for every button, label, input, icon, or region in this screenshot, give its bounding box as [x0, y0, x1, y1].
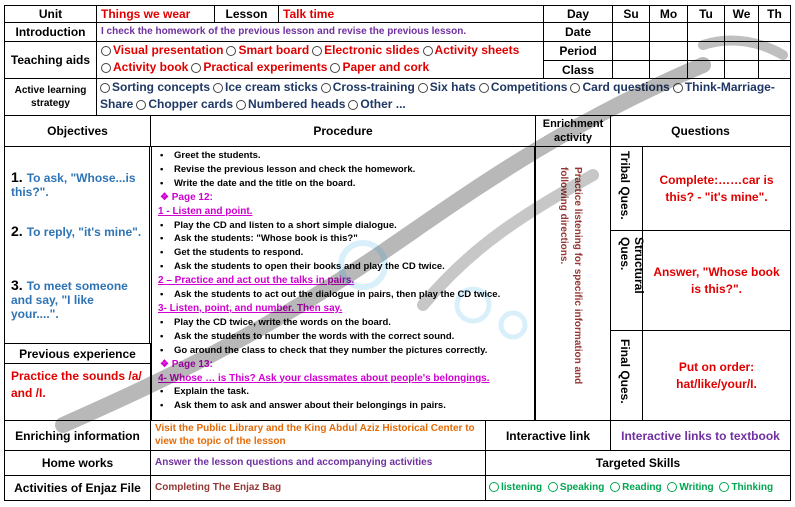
- radio-icon[interactable]: [321, 83, 331, 93]
- objectives-list: [4, 146, 150, 344]
- aid-option: Practical experiments: [203, 60, 328, 74]
- step-title: 3- Listen, point, and number. Then say.: [158, 302, 343, 314]
- radio-icon[interactable]: [423, 46, 433, 56]
- step-title: 1 - Listen and point.: [158, 205, 253, 217]
- class-mo: [649, 60, 688, 79]
- procedure-header: Procedure: [150, 115, 536, 147]
- step-item: • Ask the students: "Whose book is this?": [158, 232, 530, 246]
- step-item: • Play the CD twice, write the words on the board.: [158, 316, 530, 330]
- day-we: We: [724, 5, 759, 23]
- aid-option: Smart board: [238, 43, 310, 57]
- aid-option: Activity book: [113, 60, 189, 74]
- step-item: • Ask the students to act out the dialogue in pairs, then play the CD twice.: [158, 288, 530, 302]
- strategy-option: Card questions: [582, 80, 670, 94]
- previous-experience-label: Previous experience: [4, 343, 151, 364]
- strategy-option: Six hats: [429, 80, 476, 94]
- step-title: 4- Whose … is This? Ask your classmates about people's belongings.: [158, 372, 490, 384]
- objective-item: [11, 277, 143, 321]
- aid-option: Paper and cork: [342, 60, 430, 74]
- final-ques-cell: [610, 330, 643, 421]
- strategy-label: Active learning strategy: [4, 78, 97, 116]
- radio-icon[interactable]: [667, 482, 677, 492]
- radio-icon[interactable]: [719, 482, 729, 492]
- objective-item: [11, 223, 143, 239]
- strategy-options: [96, 78, 791, 116]
- step-item: • Ask them to ask and answer about their belongings in pairs.: [158, 399, 530, 413]
- date-we: [724, 22, 759, 42]
- day-su: Su: [612, 5, 650, 23]
- lesson-value: Talk time: [278, 5, 544, 23]
- home-works-text: Answer the lesson questions and accompanying activities: [150, 450, 486, 476]
- skill-option: listening: [501, 482, 543, 493]
- radio-icon[interactable]: [312, 46, 322, 56]
- step-item: • Greet the students.: [158, 149, 530, 163]
- radio-icon[interactable]: [191, 63, 201, 73]
- skill-option: Reading: [622, 482, 662, 493]
- strategy-option: Chopper cards: [148, 97, 234, 111]
- radio-icon[interactable]: [100, 83, 110, 93]
- date-su: [612, 22, 650, 42]
- unit-value: Things we wear: [96, 5, 215, 23]
- radio-icon[interactable]: [548, 482, 558, 492]
- enriching-information-text: Visit the Public Library and the King Abdul Aziz Historical Center to view the topic of the lesson: [150, 420, 486, 451]
- radio-icon[interactable]: [348, 100, 358, 110]
- questions-header: Questions: [610, 115, 791, 147]
- interactive-link-label: Interactive link: [485, 420, 611, 451]
- objective-number: 1.: [11, 169, 23, 185]
- radio-icon[interactable]: [610, 482, 620, 492]
- radio-icon[interactable]: [489, 482, 499, 492]
- final-ques-text: Put on order: hat/like/your/I.: [642, 330, 791, 421]
- step-item: • Explain the task.: [158, 385, 530, 399]
- tribal-ques-label: Tribal Ques.: [618, 151, 632, 220]
- enrichment-header: Enrichment activity: [535, 115, 611, 147]
- interactive-link-text[interactable]: Interactive links to textbook: [610, 420, 791, 451]
- strategy-option: Sorting concepts: [112, 80, 211, 94]
- lesson-label: Lesson: [214, 5, 279, 23]
- step-item: • Play the CD and listen to a short simple dialogue.: [158, 219, 530, 233]
- day-tu: Tu: [687, 5, 725, 23]
- day-mo: Mo: [649, 5, 688, 23]
- class-su: [612, 60, 650, 79]
- objective-number: 3.: [11, 277, 23, 293]
- page-label: Page 13:: [171, 358, 213, 370]
- objective-number: 2.: [11, 223, 23, 239]
- step-title: 2 – Practice and act out the talks in pairs.: [158, 275, 355, 287]
- strategy-option: Share: [100, 97, 134, 111]
- unit-label: Unit: [4, 5, 97, 23]
- class-tu: [687, 60, 725, 79]
- tribal-ques-cell: [610, 146, 643, 231]
- radio-icon[interactable]: [330, 63, 340, 73]
- teaching-aids-label: Teaching aids: [4, 41, 97, 79]
- period-mo: [649, 41, 688, 61]
- strategy-option: Other ...: [360, 97, 406, 111]
- class-label: Class: [543, 60, 613, 79]
- page-heading: [158, 191, 530, 205]
- period-su: [612, 41, 650, 61]
- skill-option: Writing: [679, 482, 714, 493]
- page-heading: [158, 358, 530, 372]
- skill-option: Speaking: [559, 482, 605, 493]
- radio-icon[interactable]: [101, 46, 111, 56]
- step-item: • Ask the students to open their books and play the CD twice.: [158, 260, 530, 274]
- objectives-header: Objectives: [4, 115, 151, 147]
- class-th: [758, 60, 791, 79]
- day-label: Day: [543, 5, 613, 23]
- procedure-content: [151, 146, 535, 421]
- day-th: Th: [758, 5, 791, 23]
- step-item: • Go around the class to check that they number the pictures correctly.: [158, 344, 530, 358]
- structural-ques-text: Answer, "Whose book is this?".: [642, 230, 791, 331]
- lesson-plan: [3, 5, 790, 501]
- strategy-option: Cross-training: [332, 80, 415, 94]
- radio-icon[interactable]: [673, 83, 683, 93]
- strategy-option: Competitions: [490, 80, 568, 94]
- enriching-information-label: Enriching information: [4, 420, 151, 451]
- page-label: Page 12:: [171, 191, 213, 203]
- final-ques-label: Final Ques.: [618, 339, 632, 404]
- previous-experience-text: Practice the sounds /a/ and /I.: [4, 363, 151, 421]
- enjaz-text: Completing The Enjaz Bag: [150, 475, 486, 501]
- targeted-skills-label: Targeted Skills: [485, 450, 791, 476]
- radio-icon[interactable]: [570, 83, 580, 93]
- skill-option: Thinking: [731, 482, 774, 493]
- strategy-option: Numbered heads: [248, 97, 346, 111]
- enrichment-text: Practice listening for specific information and following directions.: [558, 167, 583, 385]
- step-item: • Write the date and the title on the board.: [158, 177, 530, 191]
- class-we: [724, 60, 759, 79]
- date-tu: [687, 22, 725, 42]
- strategy-option: Ice cream sticks: [225, 80, 318, 94]
- enjaz-label: Activities of Enjaz File: [4, 475, 151, 501]
- step-item: • Ask the students to number the words with the correct sound.: [158, 330, 530, 344]
- radio-icon[interactable]: [213, 83, 223, 93]
- radio-icon[interactable]: [226, 46, 236, 56]
- objective-text: To ask, "Whose...is this?".: [11, 171, 136, 199]
- radio-icon[interactable]: [236, 100, 246, 110]
- structural-ques-label: Structural Ques.: [618, 237, 646, 294]
- radio-icon[interactable]: [479, 83, 489, 93]
- diamond-icon: ❖: [160, 358, 172, 370]
- period-we: [724, 41, 759, 61]
- structural-ques-cell: [610, 230, 646, 331]
- date-th: [758, 22, 791, 42]
- diamond-icon: ❖: [160, 191, 172, 203]
- date-label: Date: [543, 22, 613, 42]
- targeted-skills-options: [485, 475, 791, 501]
- teaching-aids-options: [96, 41, 544, 79]
- radio-icon[interactable]: [136, 100, 146, 110]
- objective-item: [11, 169, 143, 199]
- objective-text: To meet someone and say, "I like your....".: [11, 279, 128, 321]
- date-mo: [649, 22, 688, 42]
- home-works-label: Home works: [4, 450, 151, 476]
- step-item: • Revise the previous lesson and check the homework.: [158, 163, 530, 177]
- tribal-ques-text: Complete:……car is this? - "it's mine".: [642, 146, 791, 231]
- period-th: [758, 41, 791, 61]
- radio-icon[interactable]: [418, 83, 428, 93]
- step-item: • Get the students to respond.: [158, 246, 530, 260]
- period-label: Period: [543, 41, 613, 61]
- aid-option: Electronic slides: [324, 43, 420, 57]
- enrichment-cell: [535, 146, 611, 421]
- introduction-text: I check the homework of the previous lesson and revise the previous lesson.: [96, 22, 544, 42]
- strategy-option: Think-Marriage-: [684, 80, 775, 94]
- objective-text: To reply, "it's mine".: [26, 225, 142, 239]
- aid-option: Visual presentation: [113, 43, 224, 57]
- radio-icon[interactable]: [101, 63, 111, 73]
- introduction-label: Introduction: [4, 22, 97, 42]
- period-tu: [687, 41, 725, 61]
- aid-option: Activity sheets: [434, 43, 520, 57]
